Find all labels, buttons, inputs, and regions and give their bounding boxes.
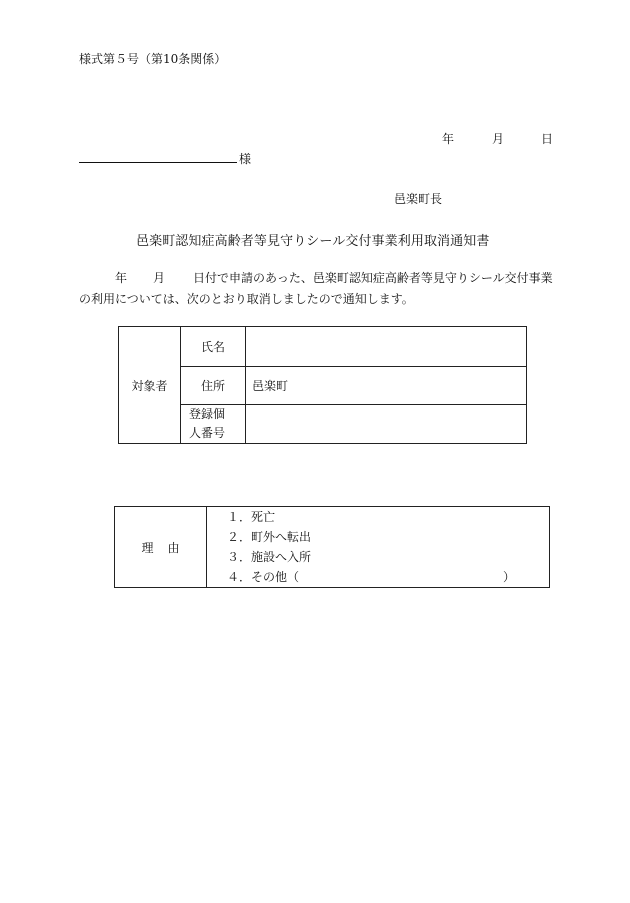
reason-item-other [227, 567, 549, 587]
reason-table [114, 506, 550, 588]
date-year-label: 年 [442, 132, 455, 146]
body-month-label: 月 [153, 271, 166, 285]
reason-item-other-text: ４．その他（ [227, 570, 300, 584]
address-label: 住所 [181, 367, 246, 405]
reason-other-close-paren: ） [503, 570, 516, 584]
body-year-label: 年 [115, 271, 128, 285]
date-day-label: 日 [541, 132, 554, 146]
registration-number-value-field [246, 405, 527, 444]
reason-item-moved-out: ２．町外へ転出 [227, 530, 312, 544]
registration-number-label [181, 405, 246, 444]
registration-number-label-line-2: 人番号 [189, 426, 226, 440]
name-label: 氏名 [181, 327, 246, 367]
issuer-name: 邑楽町長 [394, 192, 443, 206]
reason-item-facility: ３．施設へ入所 [227, 550, 312, 564]
document-title: 邑楽町認知症高齢者等見守りシール交付事業利用取消通知書 [136, 234, 490, 249]
address-value-field: 邑楽町 [246, 367, 527, 405]
body-line-1-text: 日付で申請のあった、邑楽町認知症高齢者等見守りシール交付事業 [193, 271, 553, 285]
reason-list [207, 507, 550, 588]
reason-header: 理由 [115, 507, 207, 588]
body-paragraph [79, 268, 557, 310]
table-row [119, 367, 527, 405]
body-line-1 [79, 268, 557, 289]
date-month-label: 月 [492, 132, 505, 146]
addressee-honorific: 様 [239, 152, 252, 166]
name-value-field [246, 327, 527, 367]
subject-header: 対象者 [119, 327, 181, 444]
table-row [115, 507, 550, 588]
addressee-blank-line [79, 162, 237, 163]
registration-number-label-line-1: 登録個 [189, 407, 226, 421]
reason-item-death: １．死亡 [227, 510, 276, 524]
body-line-2: の利用については、次のとおり取消しましたので通知します。 [79, 292, 414, 306]
table-row [119, 327, 527, 367]
subject-table [118, 326, 527, 444]
table-row [119, 405, 527, 444]
form-number: 様式第５号（第10条関係） [79, 52, 227, 66]
